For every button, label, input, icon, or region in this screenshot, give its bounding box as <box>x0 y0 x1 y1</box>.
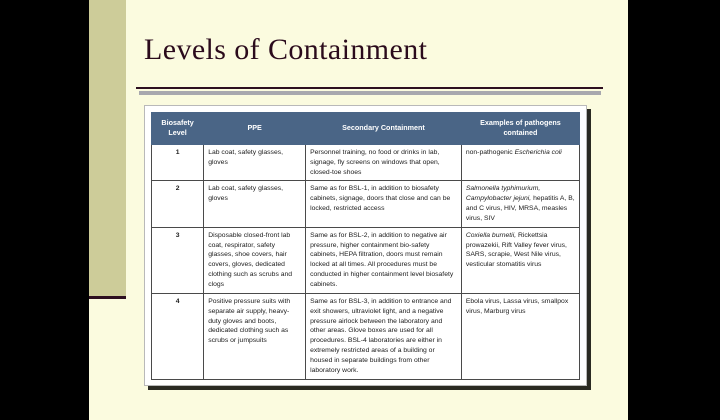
cell-pathogens <box>461 293 579 379</box>
cell-secondary-containment: Same as for BSL-1, in addition to biosafety cabinets, signage, doors that close and can be locked, restricted access <box>306 181 462 227</box>
pathogens-species: Escherichia coli <box>514 148 562 156</box>
column-header-examples-line2: contained <box>503 128 538 138</box>
cell-ppe: Lab coat, safety glasses, gloves <box>204 181 306 227</box>
cell-ppe: Positive pressure suits with separate air supply, heavy-duty gloves and boots, dedicated clothing such as scrubs or jumpsuits <box>204 293 306 379</box>
page-title: Levels of Containment <box>144 33 428 66</box>
table-row <box>152 144 580 181</box>
column-header-biosafety-level <box>152 113 204 145</box>
column-header-ppe: PPE <box>204 113 306 145</box>
cell-secondary-containment: Same as for BSL-3, in addition to entrance and exit showers, ultraviolet light, and a negative pressure airlock between the laboratory and other areas. Glove boxes are used for all procedures. BSL-4 laboratories are either in extremely restricted areas of a building or housed in separate buildings from other laboratory work. <box>306 293 462 379</box>
cell-pathogens <box>461 181 579 227</box>
slide-canvas <box>89 0 628 420</box>
cell-ppe: Lab coat, safety glasses, gloves <box>204 144 306 181</box>
pathogens-suffix: hepatitis A, B, and C virus, HIV, MRSA, measles virus, SIV <box>465 195 575 222</box>
column-header-biosafety-level-line1: Biosafety <box>161 118 194 127</box>
containment-table <box>151 112 580 380</box>
cell-pathogens <box>461 227 579 293</box>
table-row <box>152 293 580 379</box>
cell-level: 2 <box>152 181 204 227</box>
pathogens-species: Coxiella burnetii, <box>465 231 517 239</box>
column-header-secondary-containment: Secondary Containment <box>306 113 462 145</box>
cell-ppe: Disposable closed-front lab coat, respirator, safety glasses, shoe covers, hair covers, gloves, dedicated clothing such as scrubs and clogs <box>204 227 306 293</box>
column-header-biosafety-level-line2: Level <box>168 128 187 138</box>
pathogens-prefix: non-pathogenic <box>465 148 515 156</box>
left-accent-band-rule <box>89 296 126 299</box>
table-header-row <box>152 113 580 145</box>
pathogens-species: Salmonella typhimurium, Campylobacter jejuni, <box>465 185 541 203</box>
pathogens-suffix: Rickettsia prowazekii, Rift Valley fever virus, SARS, scrapie, West Nile virus, vesticular stomatitis virus <box>465 231 567 269</box>
title-rule-shadow <box>139 91 601 95</box>
cell-pathogens <box>461 144 579 181</box>
column-header-examples-of-pathogens <box>461 113 579 145</box>
column-header-examples-line1: Examples of pathogens <box>480 118 561 127</box>
title-rule <box>136 87 603 89</box>
cell-secondary-containment: Personnel training, no food or drinks in lab, signage, fly screens on windows that open, closed-toe shoes <box>306 144 462 181</box>
containment-table-frame <box>144 105 587 386</box>
table-row <box>152 181 580 227</box>
pathogens-suffix: Ebola virus, Lassa virus, smallpox virus, Marburg virus <box>465 297 569 315</box>
cell-level: 1 <box>152 144 204 181</box>
cell-level: 4 <box>152 293 204 379</box>
cell-secondary-containment: Same as for BSL-2, in addition to negative air pressure, higher containment bio-safety cabinets, HEPA filtration, doors must remain locked at all times. All procedures must be conducted in higher containment level biosafety cabinets. <box>306 227 462 293</box>
cell-level: 3 <box>152 227 204 293</box>
table-row <box>152 227 580 293</box>
left-accent-band <box>89 0 126 297</box>
